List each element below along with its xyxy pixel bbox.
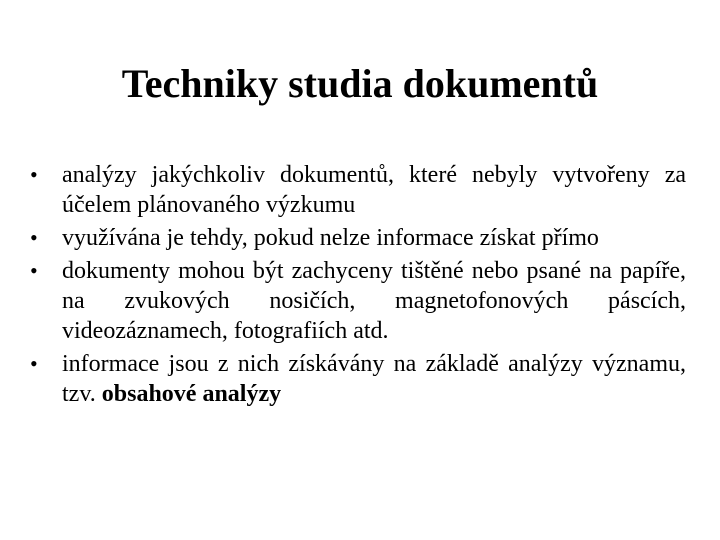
bullet-item (30, 256, 686, 346)
bullet-text: analýzy jakýchkoliv dokumentů, které nebyly vytvořeny za účelem plánovaného výzkumu (62, 162, 686, 218)
bullet-item (30, 223, 686, 253)
bullet-text-bold: obsahové analýzy (101, 381, 282, 407)
bullet-item (30, 160, 686, 220)
bullet-text: informace jsou z nich získávány na základě analýzy významu, tzv. (62, 351, 686, 407)
bullet-icon: • (30, 162, 38, 187)
bullet-list (30, 160, 686, 412)
bullet-icon: • (30, 258, 38, 283)
bullet-text: dokumenty mohou být zachyceny tištěné nebo psané na papíře, na zvukových nosičích, magnetofonových páscích, videozáznamech, fotografiích atd. (62, 258, 686, 344)
bullet-icon: • (30, 225, 38, 250)
bullet-icon: • (30, 351, 38, 376)
slide-title: Techniky studia dokumentů (121, 61, 599, 106)
bullet-text: využívána je tehdy, pokud nelze informace získat přímo (62, 225, 599, 251)
bullet-item (30, 349, 686, 409)
